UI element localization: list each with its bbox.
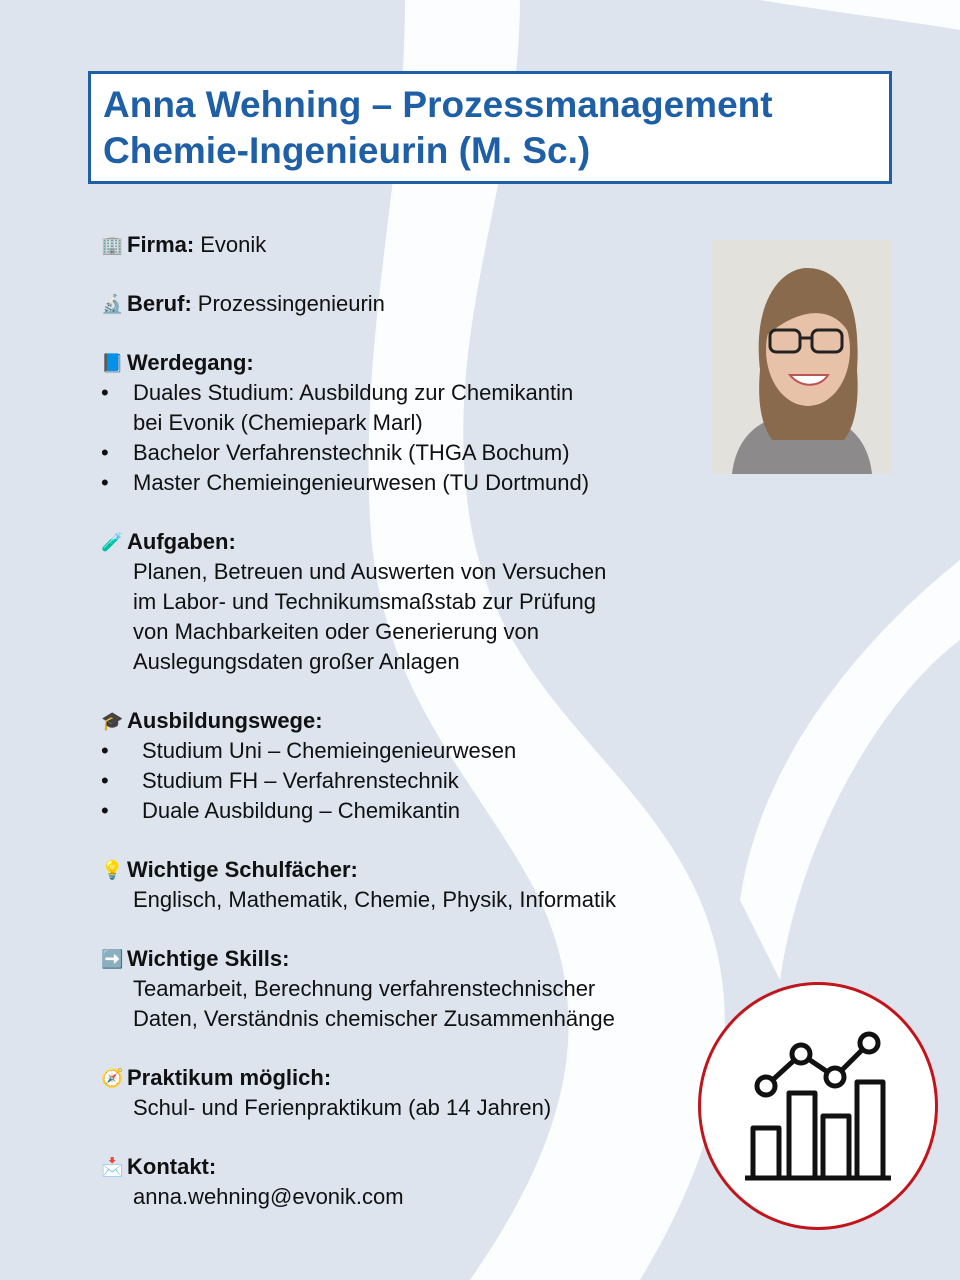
schulfaecher-label: Wichtige Schulfächer: [127, 857, 358, 882]
list-item: • Studium FH – Verfahrenstechnik [101, 766, 701, 796]
right-arrow-icon: ➡️ [101, 949, 124, 969]
section-praktikum [101, 1063, 701, 1123]
praktikum-value: Schul- und Ferienpraktikum (ab 14 Jahren) [133, 1095, 552, 1120]
section-firma [101, 230, 701, 260]
list-item: • Studium Uni – Chemieingenieurwesen [101, 736, 701, 766]
firma-value: Evonik [200, 232, 267, 257]
kontakt-label: Kontakt: [127, 1154, 217, 1179]
aufgaben-text: Planen, Betreuen und Auswerten von Versuchen im Labor- und Technikumsmaßstab zur Prüfung von Machbarkeiten oder Generierung von Auslegungsdaten großer Anlagen [133, 559, 607, 674]
schulfaecher-value: Englisch, Mathematik, Chemie, Physik, Informatik [133, 887, 616, 912]
section-skills [101, 944, 701, 1034]
profile-content [101, 230, 701, 1241]
list-item: • Bachelor Verfahrenstechnik (THGA Bochum) [101, 438, 701, 468]
graduation-cap-icon: 🎓 [101, 711, 124, 731]
title-box [88, 71, 892, 184]
skills-text: Teamarbeit, Berechnung verfahrenstechnischer Daten, Verständnis chemischer Zusammenhänge [133, 976, 615, 1031]
title-name-role: Anna Wehning – Prozessmanagement [103, 84, 773, 125]
blue-book-icon: 📘 [101, 353, 124, 373]
list-item: • Master Chemieingenieurwesen (TU Dortmund) [101, 468, 701, 498]
compass-icon: 🧭 [101, 1068, 124, 1088]
firma-label: Firma: [127, 232, 195, 257]
praktikum-label: Praktikum möglich: [127, 1065, 332, 1090]
werdegang-label: Werdegang: [127, 350, 254, 375]
section-werdegang [101, 348, 701, 498]
envelope-icon: 📩 [101, 1157, 124, 1177]
section-beruf [101, 289, 701, 319]
bar-chart-trend-icon [701, 985, 935, 1227]
skills-label: Wichtige Skills: [127, 946, 290, 971]
portrait-photo [712, 240, 892, 474]
aufgaben-label: Aufgaben: [127, 529, 236, 554]
list-item: • Duales Studium: Ausbildung zur Chemikantin bei Evonik (Chemiepark Marl) [101, 378, 701, 438]
kontakt-email[interactable]: anna.wehning@evonik.com [133, 1184, 404, 1209]
microscope-icon: 🔬 [101, 294, 124, 314]
list-item: • Duale Ausbildung – Chemikantin [101, 796, 701, 826]
test-tube-icon: 🧪 [101, 532, 124, 552]
ausbildungswege-label: Ausbildungswege: [127, 708, 323, 733]
light-bulb-icon: 💡 [101, 860, 124, 880]
title-degree: Chemie-Ingenieurin (M. Sc.) [103, 130, 591, 171]
chart-badge [698, 982, 938, 1230]
beruf-value: Prozessingenieurin [197, 291, 385, 316]
office-building-icon: 🏢 [101, 235, 124, 255]
section-schulfaecher [101, 855, 701, 915]
section-kontakt [101, 1152, 701, 1212]
beruf-label: Beruf: [127, 291, 192, 316]
section-ausbildungswege [101, 706, 701, 826]
portrait-illustration [712, 240, 892, 474]
ausbildungswege-list [101, 736, 701, 826]
section-aufgaben [101, 527, 701, 677]
werdegang-list [101, 378, 701, 498]
